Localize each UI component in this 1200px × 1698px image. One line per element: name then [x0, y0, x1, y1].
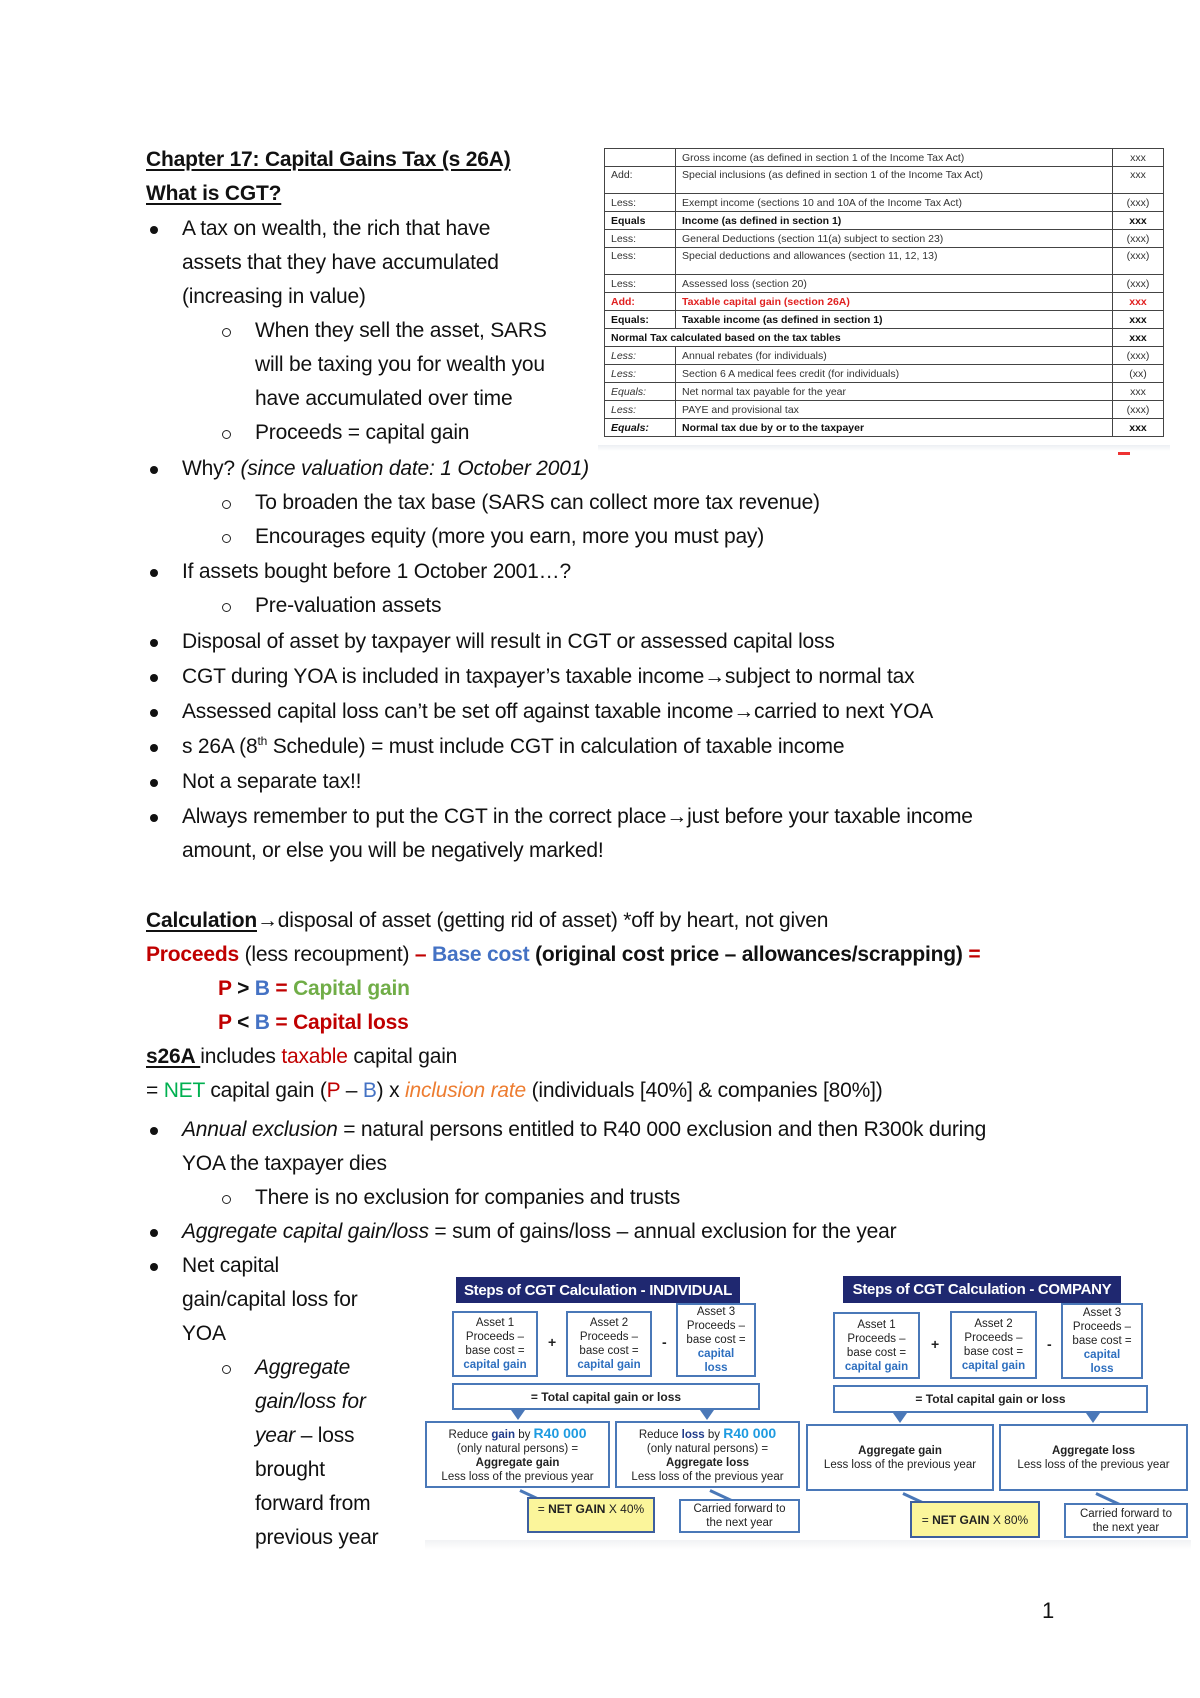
text-span: X 80%	[989, 1512, 1029, 1527]
asset-1-box	[833, 1312, 920, 1379]
arrow-down-icon	[511, 1410, 525, 1420]
inclusion-rate-term: inclusion rate	[405, 1079, 526, 1102]
box-text: Aggregate loss	[1051, 1444, 1136, 1457]
box-text: Aggregate gain	[475, 1456, 560, 1469]
text-line: (increasing in value)	[182, 285, 366, 308]
box-text: Proceeds –	[686, 1320, 746, 1332]
net-gain-80-box	[910, 1501, 1040, 1538]
text-line	[182, 1117, 986, 1143]
text-line: Pre-valuation assets	[255, 594, 442, 617]
carried-forward-box	[1064, 1503, 1188, 1538]
table-cell-description: Taxable income (as defined in section 1)	[676, 311, 1113, 329]
box-text: Aggregate gain	[858, 1444, 942, 1457]
operator: >	[231, 977, 255, 1000]
p-symbol: P	[218, 1011, 232, 1034]
arrow-down-icon	[893, 1413, 907, 1423]
sub-bullet-icon	[222, 1195, 231, 1204]
total-gain-loss-box: = Total capital gain or loss	[452, 1383, 760, 1410]
operator: =	[269, 977, 294, 1000]
text-line: Proceeds = capital gain	[255, 421, 470, 444]
b-symbol: B	[362, 1079, 377, 1102]
arrow-right-icon: →	[256, 909, 278, 932]
table-cell-label: Equals:	[605, 311, 676, 329]
table-cell-label: Less:	[605, 194, 676, 212]
box-text: (only natural persons) =	[646, 1442, 769, 1455]
box-text: base cost =	[1072, 1335, 1132, 1347]
text-line: Aggregate	[255, 1356, 351, 1379]
text-span: capital gain	[347, 1045, 458, 1068]
text-span: s 26A (8	[182, 735, 258, 758]
bullet-icon	[150, 1229, 158, 1237]
text-span: = natural persons entitled to R40 000 exclusion and then R300k during	[337, 1118, 987, 1141]
table-cell-amount: xxx	[1113, 383, 1164, 401]
arrow-right-icon: →	[666, 805, 688, 828]
table-cell-amount: xxx	[1113, 167, 1164, 194]
table-row	[605, 329, 1164, 347]
sub-bullet-icon	[222, 1365, 231, 1374]
box-text	[639, 1426, 776, 1442]
box-text: base cost =	[686, 1334, 746, 1346]
box-text: Asset 3	[1082, 1307, 1122, 1319]
text-line: To broaden the tax base (SARS can collect more tax revenue)	[255, 491, 820, 514]
gain-rule	[218, 976, 410, 1002]
box-text: Asset 3	[696, 1306, 736, 1318]
bullet-icon	[150, 744, 158, 752]
net-gain-formula	[146, 1078, 883, 1104]
asset-3-box	[676, 1303, 756, 1377]
text-span: Reduce	[448, 1428, 492, 1441]
carried-forward-box	[679, 1499, 800, 1533]
table-row	[605, 347, 1164, 365]
reduce-loss-box	[615, 1421, 800, 1488]
bullet-icon	[150, 814, 158, 822]
table-red-mark	[1118, 452, 1130, 455]
plus-operator: +	[931, 1336, 940, 1352]
table-row	[605, 248, 1164, 275]
table-row	[605, 212, 1164, 230]
minus-sign: –	[414, 943, 427, 966]
table-row	[605, 383, 1164, 401]
table-shadow	[598, 445, 1170, 451]
table-cell-amount: xxx	[1113, 149, 1164, 167]
box-text: Asset 2	[589, 1317, 629, 1329]
text-span: gain	[491, 1428, 515, 1441]
box-text	[922, 1513, 1028, 1527]
box-text: capital gain	[844, 1360, 909, 1373]
table-cell-label: Less:	[605, 347, 676, 365]
table-row	[605, 365, 1164, 383]
table-cell-amount: (xxx)	[1113, 248, 1164, 275]
asset-3-box	[1061, 1303, 1143, 1379]
box-text: the next year	[706, 1517, 773, 1529]
table-cell-label: Less:	[605, 401, 676, 419]
arrow-right-icon: →	[733, 700, 755, 723]
text-span: –	[340, 1079, 363, 1102]
box-text	[538, 1502, 644, 1516]
text-span: R40 000	[723, 1424, 777, 1441]
operator: =	[269, 1011, 294, 1034]
table-row	[605, 311, 1164, 329]
bullet-icon	[150, 226, 158, 234]
table-cell-amount: xxx	[1113, 311, 1164, 329]
box-text: capital	[1083, 1349, 1121, 1361]
table-cell-amount: xxx	[1113, 329, 1164, 347]
box-text: base cost =	[465, 1345, 525, 1357]
table-row	[605, 419, 1164, 437]
table-cell-amount: xxx	[1113, 293, 1164, 311]
box-text: Aggregate loss	[665, 1456, 750, 1469]
equals-sign: =	[968, 943, 981, 966]
text-line: forward from	[255, 1492, 371, 1515]
taxable-term: taxable	[281, 1045, 348, 1068]
page-number: 1	[1042, 1598, 1055, 1623]
text-span: ) x	[376, 1079, 406, 1102]
table-cell-label: Less:	[605, 365, 676, 383]
text-span: carried to next YOA	[754, 700, 934, 723]
capital-loss-label: Capital loss	[293, 1011, 409, 1034]
table-row	[605, 293, 1164, 311]
table-cell-description: Exempt income (sections 10 and 10A of the Income Tax Act)	[676, 194, 1113, 212]
box-text: base cost =	[846, 1346, 907, 1359]
table-row	[605, 230, 1164, 248]
diagram-shadow	[425, 1540, 810, 1550]
table-cell-description: Taxable capital gain (section 26A)	[676, 293, 1113, 311]
text-line: amount, or else you will be negatively marked!	[182, 839, 604, 862]
text-line: Not a separate tax!!	[182, 770, 362, 793]
text-span: R40 000	[533, 1424, 587, 1441]
taxable-income-table	[604, 148, 1164, 437]
why-note: (since valuation date: 1 October 2001)	[240, 457, 589, 480]
text-span: X 40%	[605, 1502, 645, 1516]
table-cell-amount: xxx	[1113, 419, 1164, 437]
table-cell-description: Normal tax due by or to the taxpayer	[676, 419, 1113, 437]
text-span: NET GAIN	[932, 1512, 990, 1527]
table-cell-amount: (xxx)	[1113, 194, 1164, 212]
table-cell-label: Equals:	[605, 383, 676, 401]
arrow-down-icon	[1086, 1413, 1100, 1423]
loss-rule	[218, 1010, 409, 1036]
text-line	[182, 456, 589, 482]
text-span: capital gain (	[204, 1079, 327, 1102]
s26a-term: s26A	[146, 1045, 201, 1068]
asset-2-box	[950, 1311, 1037, 1379]
text-span: Schedule) = must include CGT in calculation of taxable income	[267, 735, 845, 758]
text-span: Assessed capital loss can’t be set off against taxable income	[182, 700, 734, 723]
box-text: base cost =	[579, 1345, 639, 1357]
box-text: the next year	[1092, 1521, 1160, 1534]
table-cell-label: Less:	[605, 230, 676, 248]
calculation-heading: Calculation	[146, 909, 257, 932]
asset-2-box	[566, 1311, 652, 1377]
reduce-gain-box	[425, 1421, 610, 1488]
bullet-icon	[150, 709, 158, 717]
text-line: YOA	[182, 1322, 226, 1345]
text-line: When they sell the asset, SARS	[255, 319, 547, 342]
table-cell-label: Less:	[605, 248, 676, 275]
text-span: includes	[200, 1045, 282, 1068]
text-span: just before your taxable income	[687, 805, 973, 828]
box-text	[449, 1426, 587, 1442]
diagram-individual-title: Steps of CGT Calculation - INDIVIDUAL	[456, 1277, 740, 1303]
box-text: Less loss of the previous year	[441, 1470, 594, 1483]
text-span: Always remember to put the CGT in the correct place	[182, 805, 667, 828]
diagram-company-title: Steps of CGT Calculation - COMPANY	[843, 1276, 1121, 1303]
text-line: brought	[255, 1458, 325, 1481]
text-span: =	[537, 1502, 549, 1516]
text-span: Reduce	[638, 1428, 682, 1441]
base-cost-term: Base cost	[426, 943, 530, 966]
minus-operator: -	[1047, 1336, 1052, 1352]
table-cell-label: Normal Tax calculated based on the tax tables	[605, 329, 1113, 347]
table-cell-description: Special deductions and allowances (section 11, 12, 13)	[676, 248, 1113, 275]
table-cell-label: Add:	[605, 167, 676, 194]
box-text: Less loss of the previous year	[1017, 1458, 1170, 1471]
table-cell-amount: xxx	[1113, 212, 1164, 230]
net-gain-40-box	[527, 1497, 655, 1533]
text-line	[182, 734, 844, 760]
text-span: (less recoupment)	[238, 943, 415, 966]
annual-exclusion-term: Annual exclusion	[182, 1118, 338, 1141]
box-text: capital gain	[961, 1360, 1026, 1372]
box-text: loss	[1090, 1363, 1114, 1375]
p-symbol: P	[326, 1079, 341, 1102]
sub-bullet-icon	[222, 534, 231, 543]
aggregate-loss-box	[999, 1424, 1188, 1491]
text-span: (individuals [40%] & companies [80%])	[525, 1079, 883, 1102]
text-span: = sum of gains/loss – annual exclusion for the year	[428, 1220, 897, 1243]
text-line: previous year	[255, 1526, 379, 1549]
diagram-shadow	[806, 1540, 1191, 1550]
table-cell-description: General Deductions (section 11(a) subject to section 23)	[676, 230, 1113, 248]
text-line	[182, 1219, 896, 1245]
capital-gain-label: Capital gain	[293, 977, 410, 1000]
table-row	[605, 401, 1164, 419]
text-span: (original cost price – allowances/scrapping)	[529, 943, 969, 966]
table-cell-amount: (xxx)	[1113, 347, 1164, 365]
table-cell-label: Less:	[605, 275, 676, 293]
superscript: th	[257, 734, 268, 748]
text-line	[182, 804, 973, 830]
text-span: =	[146, 1079, 164, 1102]
text-line: Disposal of asset by taxpayer will result in CGT or assessed capital loss	[182, 630, 835, 653]
text-line: assets that they have accumulated	[182, 251, 499, 274]
box-text: capital gain	[463, 1359, 527, 1371]
bullet-icon	[150, 639, 158, 647]
box-text: Asset 1	[857, 1318, 896, 1331]
table-cell-label	[605, 149, 676, 167]
table-cell-amount: (xxx)	[1113, 401, 1164, 419]
page-title: Chapter 17: Capital Gains Tax (s 26A)	[146, 148, 511, 171]
box-text: Proceeds –	[1072, 1321, 1132, 1333]
text-line: will be taxing you for wealth you	[255, 353, 545, 376]
box-text: (only natural persons) =	[456, 1442, 579, 1455]
table-cell-amount: (xx)	[1113, 365, 1164, 383]
formula-line	[146, 942, 980, 968]
table-cell-description: Special inclusions (as defined in section 1 of the Income Tax Act)	[676, 167, 1113, 194]
bullet-icon	[150, 674, 158, 682]
box-text: capital	[697, 1348, 735, 1360]
section-heading-what-is-cgt: What is CGT?	[146, 182, 282, 205]
bullet-icon	[150, 1127, 158, 1135]
text-span: by	[515, 1428, 534, 1441]
text-span: – loss	[295, 1424, 355, 1447]
bullet-icon	[150, 1263, 158, 1271]
table-row	[605, 149, 1164, 167]
table-cell-description: Net normal tax payable for the year	[676, 383, 1113, 401]
box-text: Less loss of the previous year	[823, 1458, 977, 1471]
text-line	[182, 699, 933, 725]
s26a-line	[146, 1044, 457, 1070]
box-text: loss	[704, 1362, 728, 1374]
calculation-heading-line	[146, 908, 828, 934]
why-label: Why?	[182, 457, 235, 480]
plus-operator: +	[548, 1334, 557, 1350]
table-cell-label: Add:	[605, 293, 676, 311]
box-text: Proceeds –	[847, 1332, 906, 1345]
text-span: loss	[681, 1428, 705, 1441]
box-text: capital gain	[577, 1359, 641, 1371]
table-cell-amount: (xxx)	[1113, 275, 1164, 293]
sub-bullet-icon	[222, 430, 231, 439]
sub-bullet-icon	[222, 500, 231, 509]
total-gain-loss-box: = Total capital gain or loss	[833, 1385, 1148, 1413]
box-text: base cost =	[963, 1346, 1024, 1358]
box-text: Carried forward to	[1079, 1507, 1173, 1520]
text-line: gain/capital loss for	[182, 1288, 358, 1311]
text-line: YOA the taxpayer dies	[182, 1152, 387, 1175]
text-line: gain/loss for	[255, 1390, 366, 1413]
operator: <	[231, 1011, 255, 1034]
table-cell-description: Gross income (as defined in section 1 of the Income Tax Act)	[676, 149, 1113, 167]
table-cell-label: Equals	[605, 212, 676, 230]
text-line: have accumulated over time	[255, 387, 513, 410]
text-line: There is no exclusion for companies and trusts	[255, 1186, 681, 1209]
text-line: A tax on wealth, the rich that have	[182, 217, 491, 240]
text-span: CGT during YOA is included in taxpayer’s taxable income	[182, 665, 705, 688]
sub-bullet-icon	[222, 603, 231, 612]
aggregate-gain-box	[806, 1424, 994, 1491]
proceeds-term: Proceeds	[146, 943, 239, 966]
bullet-icon	[150, 569, 158, 577]
table-cell-label: Equals:	[605, 419, 676, 437]
sub-bullet-icon	[222, 328, 231, 337]
text-span: NET GAIN	[548, 1502, 606, 1516]
table-cell-description: Income (as defined in section 1)	[676, 212, 1113, 230]
net-term: NET	[163, 1079, 205, 1102]
asset-1-box	[452, 1311, 538, 1377]
b-symbol: B	[254, 1011, 270, 1034]
arrow-right-icon: →	[704, 665, 725, 688]
box-text: Asset 1	[475, 1317, 515, 1329]
text-line: Encourages equity (more you earn, more you must pay)	[255, 525, 765, 548]
aggregate-term: Aggregate capital gain/loss	[182, 1220, 429, 1243]
table-cell-description: Annual rebates (for individuals)	[676, 347, 1113, 365]
box-text: Proceeds –	[579, 1331, 639, 1343]
text-span: =	[921, 1512, 933, 1527]
text-span: by	[704, 1428, 724, 1441]
text-line	[255, 1423, 354, 1449]
text-line	[182, 664, 914, 690]
text-line: Net capital	[182, 1254, 280, 1277]
bullet-icon	[150, 779, 158, 787]
table-cell-description: Assessed loss (section 20)	[676, 275, 1113, 293]
text-span: subject to normal tax	[724, 665, 915, 688]
arrow-down-icon	[700, 1410, 714, 1420]
table-row	[605, 275, 1164, 293]
text-span: year	[255, 1424, 296, 1447]
b-symbol: B	[254, 977, 270, 1000]
box-text: Proceeds –	[964, 1332, 1023, 1344]
table-row	[605, 167, 1164, 194]
text-line: If assets bought before 1 October 2001…?	[182, 560, 571, 583]
bullet-icon	[150, 466, 158, 474]
table-cell-description: PAYE and provisional tax	[676, 401, 1113, 419]
box-text: Asset 2	[974, 1318, 1013, 1330]
p-symbol: P	[218, 977, 232, 1000]
box-text: Proceeds –	[465, 1331, 525, 1343]
minus-operator: -	[662, 1334, 667, 1350]
table-cell-description: Section 6 A medical fees credit (for individuals)	[676, 365, 1113, 383]
box-text: Less loss of the previous year	[631, 1470, 784, 1483]
table-cell-amount: (xxx)	[1113, 230, 1164, 248]
text-span: disposal of asset (getting rid of asset) *off by heart, not given	[277, 909, 829, 932]
box-text: Carried forward to	[693, 1503, 786, 1515]
table-row	[605, 194, 1164, 212]
